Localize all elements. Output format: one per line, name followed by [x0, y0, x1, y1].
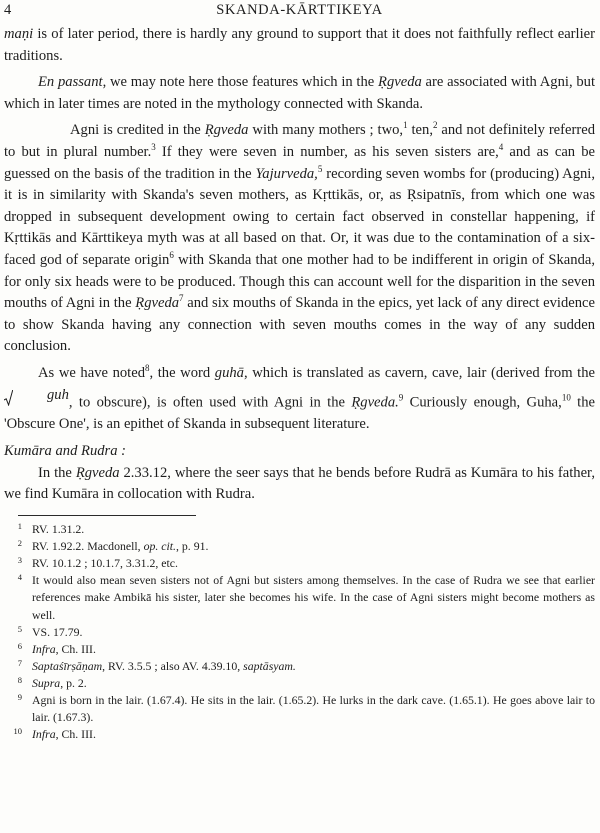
italic-term: En passant: [38, 74, 103, 91]
main-text: [4, 24, 595, 506]
text-run: recording seven wombs for (producing) Agni, it is in similarity with Skanda's seven mothers, as Kṛttikās, or, as Ṛsipatnīs, from which one was dropped in subsequent development owing to certain fact observed in constellar happening, if Kṛttikās and Kārttikeya myth was at all based on that. Or, it was due to the contamination of a six-faced god of separate origin: [4, 165, 595, 268]
footnote-ref[interactable]: 8: [145, 362, 150, 373]
text-run: RV. 1.92.2. Macdonell,: [32, 539, 144, 554]
text-run: ten,: [407, 122, 433, 139]
footnote-number: 3: [17, 555, 22, 566]
footnote-text: [32, 555, 595, 572]
footnote-divider: [18, 515, 196, 516]
italic-term: Infra: [32, 727, 56, 742]
radical-sign-icon: [4, 390, 13, 406]
footnote: [4, 624, 595, 641]
text-run: RV. 1.31.2.: [32, 522, 85, 537]
footnote-number: 5: [17, 623, 22, 634]
footnote-text: [32, 658, 595, 675]
footnote-number: 4: [17, 572, 22, 583]
footnote-text: [32, 572, 595, 623]
footnotes: [4, 521, 595, 743]
footnote: [4, 572, 595, 623]
footnote-number: 8: [17, 674, 22, 685]
paragraph-1: [4, 24, 595, 67]
footnote-text: [32, 692, 595, 726]
italic-term: Ṛgveda: [75, 464, 120, 481]
italic-term: Ṛgveda: [204, 122, 249, 139]
footnote-ref[interactable]: 2: [432, 120, 438, 131]
paragraph-2: [4, 72, 595, 115]
footnote-ref[interactable]: 4: [498, 141, 504, 152]
text-run: As we have noted: [38, 364, 145, 381]
text-run: If they were seven in number, as his seven sisters are,: [155, 143, 499, 160]
text-run: with many mothers ; two,: [248, 122, 404, 139]
italic-term: Ṛgveda: [135, 295, 180, 312]
root-term: guh: [47, 386, 69, 403]
footnote-text: [32, 538, 595, 555]
italic-term: op. cit.: [143, 539, 176, 554]
text-run: and six mouths of Skanda in the epics, yet lack of any direct evidence to show Skanda having any connection with seven mouths comes in the way of any sudden conclusion.: [4, 295, 596, 355]
subheading: Kumāra and Rudra :: [4, 443, 127, 460]
footnote-number: 10: [13, 726, 22, 737]
running-title: SKANDA-KĀRTTIKEYA: [216, 2, 383, 18]
italic-term: Supra: [32, 675, 61, 690]
footnote: [4, 641, 595, 658]
text-run: Agni is credited in the: [70, 122, 205, 139]
footnote-ref[interactable]: 3: [151, 141, 156, 152]
footnote-text: [32, 726, 595, 743]
square-root-symbol: [4, 385, 69, 407]
text-run: with Skanda that one mother had to be indifferent in origin of Skanda, for only six heads were to be produced. Though this can account well for the disparition in the seven mouths of Agni in the: [4, 251, 595, 312]
footnote-number: 2: [17, 538, 22, 549]
text-run: , to obscure), is often used with Agni in the: [68, 394, 352, 411]
text-run: It would also mean seven sisters not of Agni but sisters among themselves. In the case of Rudra we see that earlier references make Ambikā his sister, later she becomes his wife. In the case of Agni sisters might become mothers as well.: [32, 573, 595, 622]
paragraph-3: [4, 120, 595, 358]
footnote-text: [32, 521, 595, 538]
text-run: are associated with Agni, but which in later times are noted in the mythology connected with Skanda.: [4, 74, 595, 112]
footnote: [4, 675, 595, 692]
page-header: [4, 2, 595, 24]
text-run: , we may note here those features which in the: [102, 74, 379, 91]
footnote: [4, 555, 595, 572]
text-run: In the: [38, 464, 76, 481]
footnote-ref[interactable]: 10: [561, 392, 571, 403]
footnote: [4, 521, 595, 538]
text-run: and not definitely referred to but in plural number.: [4, 122, 595, 160]
footnote: [4, 692, 595, 726]
text-run: 2.33.12, where the seer says that he bends before Rudrā as Kumāra to his father, we find Kumāra in collocation with Rudra.: [4, 464, 595, 503]
paragraph-4: [4, 363, 595, 435]
italic-term: Yajurveda,: [255, 165, 318, 182]
text-run: , Ch. III.: [55, 641, 96, 656]
text-run: , Ch. III.: [55, 727, 96, 742]
footnote-number: 1: [17, 521, 22, 532]
footnote-ref[interactable]: 6: [169, 249, 174, 260]
text-run: VS. 17.79.: [32, 624, 83, 639]
paragraph-5: [4, 463, 595, 506]
footnote-ref[interactable]: 7: [179, 293, 184, 304]
page-number: 4: [4, 2, 12, 18]
footnote-number: 6: [17, 640, 22, 651]
italic-term: Saptaśīrṣāṇam: [32, 658, 103, 673]
text-run: the 'Obscure One', is an epithet of Skanda in subsequent literature.: [4, 394, 596, 432]
italic-term: Infra: [32, 641, 56, 656]
text-run: , which is translated as cavern, cave, lair (derived from the: [243, 364, 596, 381]
text-run: , p. 2.: [60, 675, 87, 690]
text-run: , the word: [149, 364, 215, 381]
footnote-ref[interactable]: 1: [403, 120, 408, 131]
italic-term: guhā: [214, 364, 244, 381]
text-run: is of later period, there is hardly any ground to support that it does not faithfully reflect earlier traditions.: [4, 26, 595, 64]
italic-term: Ṛgveda.: [351, 394, 399, 411]
text-run: and as can be guessed on the basis of the tradition in the: [4, 143, 595, 182]
text-run: Agni is born in the lair. (1.67.4). He sits in the lair. (1.65.2). He lurks in the dark cave. (1.65.1). He goes above lair to lair. (1.67.3).: [32, 693, 595, 725]
footnote-text: [32, 675, 595, 692]
text-run: , p. 91.: [176, 539, 209, 554]
italic-term: maṇi: [4, 26, 34, 42]
italic-term: saptāsyam.: [243, 658, 296, 673]
footnote-text: [32, 624, 595, 641]
footnote-ref[interactable]: 9: [398, 392, 404, 403]
text-run: Curiously enough, Guha,: [403, 394, 562, 411]
footnote-number: 7: [17, 657, 22, 668]
footnote-ref[interactable]: 5: [317, 163, 323, 174]
footnote: [4, 726, 595, 743]
footnote-text: [32, 641, 595, 658]
footnote: [4, 538, 595, 555]
footnote: [4, 658, 595, 675]
italic-term: Ṛgveda: [378, 74, 422, 91]
text-run: , RV. 3.5.5 ; also AV. 4.39.10,: [102, 658, 244, 673]
text-run: RV. 10.1.2 ; 10.1.7, 3.31.2, etc.: [32, 556, 178, 571]
footnote-number: 9: [17, 692, 22, 702]
